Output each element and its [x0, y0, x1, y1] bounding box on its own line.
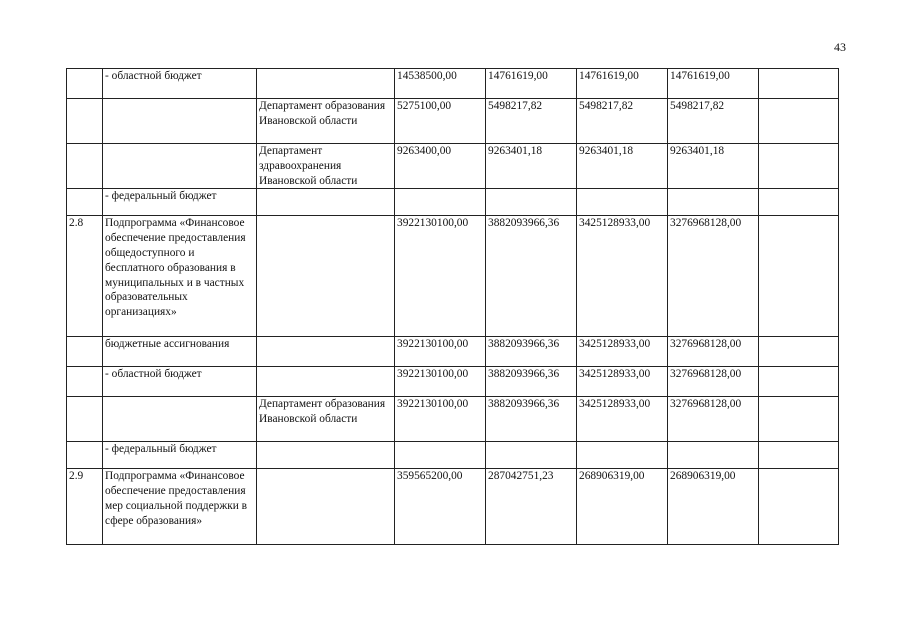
extra-cell: [759, 216, 839, 337]
amount-cell: 268906319,00: [577, 469, 668, 545]
amount-cell: 3425128933,00: [577, 367, 668, 397]
amount-cell: 3882093966,36: [486, 367, 577, 397]
table-row: [67, 442, 839, 469]
item-number-cell: [67, 144, 103, 189]
amount-cell: [577, 189, 668, 216]
amount-cell: 3425128933,00: [577, 337, 668, 367]
extra-cell: [759, 397, 839, 442]
amount-cell: 287042751,23: [486, 469, 577, 545]
amount-cell: 3882093966,36: [486, 397, 577, 442]
item-number-cell: [67, 99, 103, 144]
description-cell: - областной бюджет: [103, 367, 257, 397]
description-cell: - федеральный бюджет: [103, 189, 257, 216]
amount-cell: 14538500,00: [395, 69, 486, 99]
amount-cell: 9263401,18: [486, 144, 577, 189]
amount-cell: 5498217,82: [486, 99, 577, 144]
amount-cell: 5275100,00: [395, 99, 486, 144]
amount-cell: 9263401,18: [668, 144, 759, 189]
amount-cell: 9263400,00: [395, 144, 486, 189]
description-cell: [103, 144, 257, 189]
administrator-cell: [257, 216, 395, 337]
amount-cell: [668, 442, 759, 469]
amount-cell: 3276968128,00: [668, 367, 759, 397]
amount-cell: [486, 442, 577, 469]
administrator-cell: [257, 337, 395, 367]
item-number-cell: 2.9: [67, 469, 103, 545]
amount-cell: [395, 189, 486, 216]
table-row: [67, 367, 839, 397]
administrator-cell: [257, 469, 395, 545]
table-row: [67, 144, 839, 189]
extra-cell: [759, 337, 839, 367]
table-row: [67, 216, 839, 337]
amount-cell: [486, 189, 577, 216]
amount-cell: 14761619,00: [668, 69, 759, 99]
page-number: 43: [834, 40, 846, 54]
table-row: [67, 469, 839, 545]
amount-cell: 3276968128,00: [668, 337, 759, 367]
description-cell: - федеральный бюджет: [103, 442, 257, 469]
amount-cell: [668, 189, 759, 216]
extra-cell: [759, 469, 839, 545]
amount-cell: 3425128933,00: [577, 216, 668, 337]
item-number-cell: [67, 337, 103, 367]
item-number-cell: [67, 397, 103, 442]
extra-cell: [759, 99, 839, 144]
amount-cell: 268906319,00: [668, 469, 759, 545]
administrator-cell: [257, 69, 395, 99]
table-row: [67, 337, 839, 367]
description-cell: Подпрограмма «Финансовое обеспечение предоставления общедоступного и бесплатного образования в муниципальных и в частных образовательных организациях»: [103, 216, 257, 337]
administrator-cell: [257, 189, 395, 216]
amount-cell: 14761619,00: [486, 69, 577, 99]
extra-cell: [759, 367, 839, 397]
amount-cell: 3922130100,00: [395, 367, 486, 397]
table-row: [67, 69, 839, 99]
amount-cell: 3425128933,00: [577, 397, 668, 442]
amount-cell: 3882093966,36: [486, 337, 577, 367]
item-number-cell: [67, 442, 103, 469]
amount-cell: 3882093966,36: [486, 216, 577, 337]
item-number-cell: [67, 189, 103, 216]
description-cell: [103, 397, 257, 442]
budget-table: [66, 68, 839, 545]
administrator-cell: Департамент образования Ивановской области: [257, 397, 395, 442]
amount-cell: 359565200,00: [395, 469, 486, 545]
table-row: [67, 99, 839, 144]
amount-cell: 3276968128,00: [668, 397, 759, 442]
table-row: [67, 397, 839, 442]
description-cell: бюджетные ассигнования: [103, 337, 257, 367]
description-cell: Подпрограмма «Финансовое обеспечение предоставления мер социальной поддержки в сфере образования»: [103, 469, 257, 545]
extra-cell: [759, 69, 839, 99]
amount-cell: [577, 442, 668, 469]
description-cell: - областной бюджет: [103, 69, 257, 99]
amount-cell: 5498217,82: [577, 99, 668, 144]
extra-cell: [759, 189, 839, 216]
amount-cell: 9263401,18: [577, 144, 668, 189]
description-cell: [103, 99, 257, 144]
item-number-cell: [67, 367, 103, 397]
administrator-cell: [257, 442, 395, 469]
amount-cell: 14761619,00: [577, 69, 668, 99]
amount-cell: 3276968128,00: [668, 216, 759, 337]
amount-cell: 3922130100,00: [395, 216, 486, 337]
item-number-cell: [67, 69, 103, 99]
amount-cell: [395, 442, 486, 469]
administrator-cell: Департамент здравоохранения Ивановской области: [257, 144, 395, 189]
amount-cell: 5498217,82: [668, 99, 759, 144]
amount-cell: 3922130100,00: [395, 397, 486, 442]
extra-cell: [759, 144, 839, 189]
amount-cell: 3922130100,00: [395, 337, 486, 367]
administrator-cell: Департамент образования Ивановской области: [257, 99, 395, 144]
item-number-cell: 2.8: [67, 216, 103, 337]
extra-cell: [759, 442, 839, 469]
table-row: [67, 189, 839, 216]
administrator-cell: [257, 367, 395, 397]
